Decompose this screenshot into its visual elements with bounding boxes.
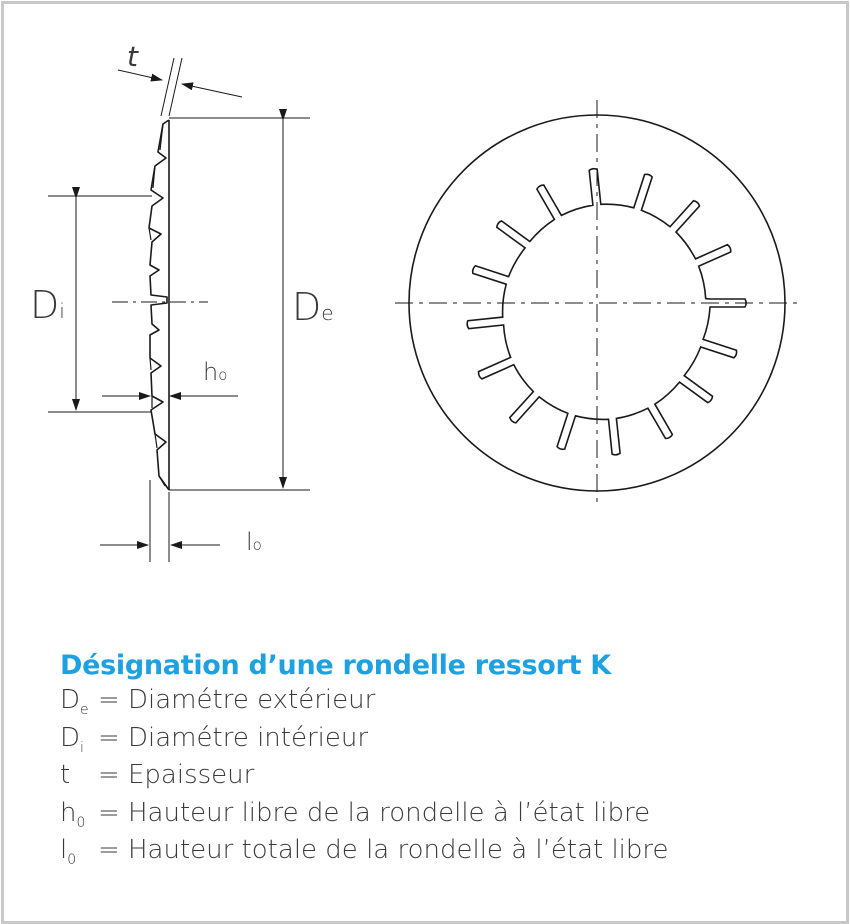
label-t-text: t xyxy=(127,40,138,73)
label-ho xyxy=(203,358,227,386)
legend xyxy=(60,650,669,873)
label-ho-sub: o xyxy=(218,366,228,384)
legend-row xyxy=(60,685,669,723)
label-de-sub: e xyxy=(321,301,334,325)
legend-equals: = xyxy=(98,797,120,828)
legend-symbol-sub: e xyxy=(80,702,89,719)
legend-symbol xyxy=(60,685,98,718)
label-lo xyxy=(246,528,262,556)
side-view xyxy=(48,58,310,562)
legend-symbol-main: D xyxy=(60,685,81,715)
legend-row xyxy=(60,760,669,798)
legend-equals: = xyxy=(98,685,120,715)
legend-text: Hauteur totale de la rondelle à l’état libre xyxy=(128,835,669,865)
label-di xyxy=(30,283,65,327)
label-lo-main: l xyxy=(246,528,253,556)
legend-symbol-main: D xyxy=(60,722,81,753)
legend-symbol-sub: 0 xyxy=(76,814,86,831)
legend-row xyxy=(60,835,669,873)
label-t xyxy=(127,40,138,73)
legend-text: Diamétre extérieur xyxy=(128,685,376,715)
label-di-main: D xyxy=(30,283,60,327)
legend-text: Epaisseur xyxy=(128,760,255,790)
label-di-sub: i xyxy=(59,299,65,323)
legend-symbol-main: h xyxy=(60,797,77,828)
legend-symbol xyxy=(60,798,98,831)
legend-row xyxy=(60,798,669,836)
legend-equals: = xyxy=(98,722,120,753)
legend-symbol-main: t xyxy=(60,760,71,790)
legend-equals: = xyxy=(98,835,120,865)
legend-text: Diamétre intérieur xyxy=(128,722,369,753)
legend-title: Désignation d’une rondelle ressort K xyxy=(60,650,611,681)
label-ho-main: h xyxy=(203,358,219,386)
label-lo-sub: o xyxy=(252,536,262,554)
legend-equals: = xyxy=(98,760,120,790)
legend-text: Hauteur libre de la rondelle à l’état libre xyxy=(128,797,651,828)
legend-symbol-sub: i xyxy=(80,739,84,756)
legend-symbol-main: l xyxy=(60,835,68,865)
front-view xyxy=(395,100,800,506)
label-de xyxy=(292,285,334,329)
legend-symbol xyxy=(60,835,98,868)
legend-symbol-sub: 0 xyxy=(67,852,77,869)
legend-row xyxy=(60,723,669,761)
legend-symbol xyxy=(60,723,98,756)
legend-symbol xyxy=(60,760,98,793)
label-de-main: D xyxy=(292,285,322,329)
